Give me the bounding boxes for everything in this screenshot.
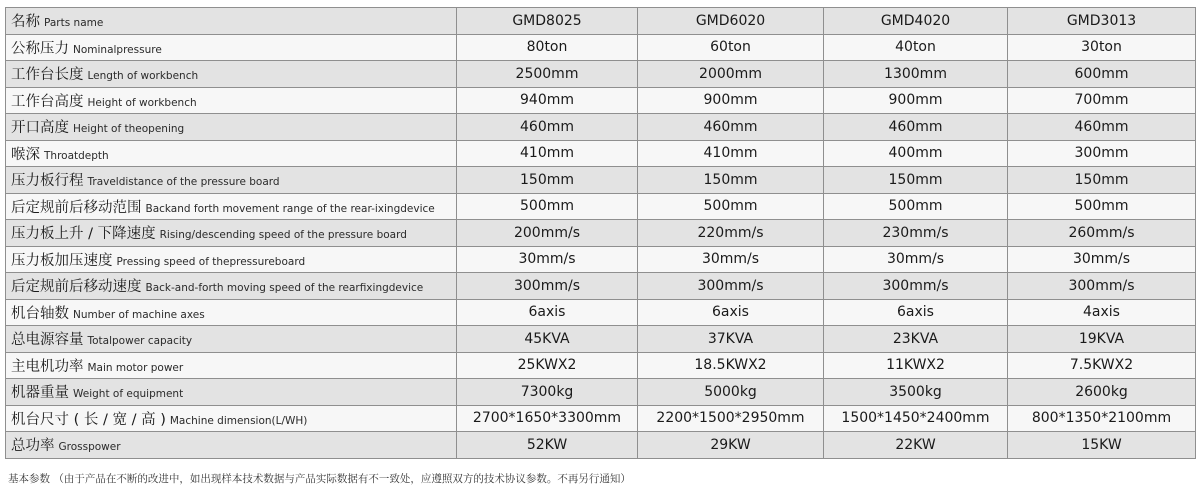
param-name-cell xyxy=(6,114,457,141)
table-row xyxy=(6,220,1196,247)
param-name-cn: 主电机功率 xyxy=(11,358,84,375)
footnote: 基本参数 （由于产品在不断的改进中，如出现样本技术数据与产品实际数据有不一致处，应遵照双方的技术协议参数。不再另行通知） xyxy=(8,473,631,485)
table-row xyxy=(6,193,1196,220)
param-name-cn: 工作台高度 xyxy=(11,93,84,110)
value-cell: 500mm xyxy=(1008,193,1196,220)
value-cell: 52KW xyxy=(457,432,638,459)
param-name-en: Nominalpressure xyxy=(73,43,162,56)
value-cell: 460mm xyxy=(638,114,824,141)
param-name-cell xyxy=(6,326,457,353)
value-cell: 18.5KWX2 xyxy=(638,352,824,379)
param-name-cn: 开口高度 xyxy=(11,120,69,137)
value-cell: 23KVA xyxy=(824,326,1008,353)
param-name-cn: 机台尺寸 ( 长 / 宽 / 高 ) xyxy=(11,411,166,428)
value-cell: 30mm/s xyxy=(638,246,824,273)
table-row xyxy=(6,87,1196,114)
value-cell: 460mm xyxy=(824,114,1008,141)
param-name-cn: 工作台长度 xyxy=(11,67,84,84)
param-name-cell xyxy=(6,352,457,379)
param-name-en: Pressing speed of thepressureboard xyxy=(116,255,306,268)
value-cell: 260mm/s xyxy=(1008,220,1196,247)
value-cell: 300mm/s xyxy=(638,273,824,300)
value-cell: 940mm xyxy=(457,87,638,114)
value-cell: 2600kg xyxy=(1008,379,1196,406)
table-row xyxy=(6,34,1196,61)
value-cell: 30mm/s xyxy=(457,246,638,273)
table-row xyxy=(6,246,1196,273)
value-cell: 150mm xyxy=(457,167,638,194)
value-cell: 29KW xyxy=(638,432,824,459)
param-name-en: Machine dimension(L/WH) xyxy=(169,414,308,427)
value-cell: 22KW xyxy=(824,432,1008,459)
value-cell: 80ton xyxy=(457,34,638,61)
param-name-en: Number of machine axes xyxy=(73,308,205,321)
table-row xyxy=(6,61,1196,88)
param-name-cn: 公称压力 xyxy=(11,40,69,57)
param-name-cn: 喉深 xyxy=(11,146,40,163)
value-cell: 230mm/s xyxy=(824,220,1008,247)
value-cell: 150mm xyxy=(638,167,824,194)
param-name-en: Height of theopening xyxy=(73,123,185,136)
value-cell: 2500mm xyxy=(457,61,638,88)
value-cell: 40ton xyxy=(824,34,1008,61)
param-name-cn: 总功率 xyxy=(11,438,55,455)
value-cell: 1300mm xyxy=(824,61,1008,88)
value-cell: 3500kg xyxy=(824,379,1008,406)
model-header-3: GMD3013 xyxy=(1008,8,1196,35)
param-name-en: Grosspower xyxy=(58,441,121,454)
value-cell: 6axis xyxy=(457,299,638,326)
value-cell: 300mm/s xyxy=(1008,273,1196,300)
param-name-cn: 压力板加压速度 xyxy=(11,252,113,269)
value-cell: 460mm xyxy=(457,114,638,141)
table-header-row xyxy=(6,8,1196,35)
param-name-cn: 压力板上升 / 下降速度 xyxy=(11,226,156,243)
param-name-cell xyxy=(6,167,457,194)
value-cell: 45KVA xyxy=(457,326,638,353)
param-name-cn: 压力板行程 xyxy=(11,173,84,190)
value-cell: 7.5KWX2 xyxy=(1008,352,1196,379)
param-name-cell xyxy=(6,405,457,432)
table-row xyxy=(6,326,1196,353)
param-name-cn: 机器重量 xyxy=(11,385,69,402)
param-name-en: Throatdepth xyxy=(44,149,109,162)
param-name-en: Height of workbench xyxy=(87,96,197,109)
param-name-cell xyxy=(6,273,457,300)
model-header-0: GMD8025 xyxy=(457,8,638,35)
param-name-cell xyxy=(6,379,457,406)
value-cell: 400mm xyxy=(824,140,1008,167)
value-cell: 37KVA xyxy=(638,326,824,353)
value-cell: 2200*1500*2950mm xyxy=(638,405,824,432)
param-name-cn: 后定规前后移动范围 xyxy=(11,199,142,216)
param-name-en: Backand forth movement range of the rear-ixingdevice xyxy=(145,202,435,215)
value-cell: 500mm xyxy=(457,193,638,220)
value-cell: 500mm xyxy=(824,193,1008,220)
model-header-2: GMD4020 xyxy=(824,8,1008,35)
param-name-en: Main motor power xyxy=(87,361,184,374)
param-name-en: Length of workbench xyxy=(87,70,199,83)
value-cell: 6axis xyxy=(638,299,824,326)
value-cell: 15KW xyxy=(1008,432,1196,459)
value-cell: 6axis xyxy=(824,299,1008,326)
value-cell: 5000kg xyxy=(638,379,824,406)
value-cell: 300mm xyxy=(1008,140,1196,167)
value-cell: 410mm xyxy=(638,140,824,167)
value-cell: 2700*1650*3300mm xyxy=(457,405,638,432)
param-name-cell xyxy=(6,87,457,114)
header-name-cn: 名称 xyxy=(11,14,40,31)
table-row xyxy=(6,114,1196,141)
value-cell: 7300kg xyxy=(457,379,638,406)
table-row xyxy=(6,140,1196,167)
param-name-cell xyxy=(6,299,457,326)
param-name-cell xyxy=(6,140,457,167)
value-cell: 410mm xyxy=(457,140,638,167)
param-name-cell xyxy=(6,432,457,459)
param-name-cell xyxy=(6,193,457,220)
value-cell: 60ton xyxy=(638,34,824,61)
param-name-cn: 总电源容量 xyxy=(11,332,84,349)
param-name-en: Traveldistance of the pressure board xyxy=(87,176,280,189)
value-cell: 300mm/s xyxy=(457,273,638,300)
value-cell: 220mm/s xyxy=(638,220,824,247)
table-row xyxy=(6,299,1196,326)
table-row xyxy=(6,405,1196,432)
header-name-cell xyxy=(6,8,457,35)
spec-table-body xyxy=(6,8,1196,459)
value-cell: 1500*1450*2400mm xyxy=(824,405,1008,432)
param-name-en: Back-and-forth moving speed of the rearfixingdevice xyxy=(145,282,424,295)
param-name-en: Rising/descending speed of the pressure board xyxy=(159,229,407,242)
value-cell: 2000mm xyxy=(638,61,824,88)
value-cell: 900mm xyxy=(824,87,1008,114)
param-name-cell xyxy=(6,34,457,61)
table-row xyxy=(6,273,1196,300)
table-row xyxy=(6,167,1196,194)
value-cell: 200mm/s xyxy=(457,220,638,247)
value-cell: 25KWX2 xyxy=(457,352,638,379)
value-cell: 460mm xyxy=(1008,114,1196,141)
value-cell: 11KWX2 xyxy=(824,352,1008,379)
param-name-cn: 机台轴数 xyxy=(11,305,69,322)
spec-table xyxy=(5,7,1196,459)
header-name-en: Parts name xyxy=(44,17,104,30)
param-name-cell xyxy=(6,61,457,88)
value-cell: 30mm/s xyxy=(1008,246,1196,273)
value-cell: 150mm xyxy=(824,167,1008,194)
table-row xyxy=(6,379,1196,406)
table-row xyxy=(6,352,1196,379)
value-cell: 600mm xyxy=(1008,61,1196,88)
value-cell: 800*1350*2100mm xyxy=(1008,405,1196,432)
value-cell: 30mm/s xyxy=(824,246,1008,273)
value-cell: 30ton xyxy=(1008,34,1196,61)
param-name-en: Weight of equipment xyxy=(73,388,184,401)
value-cell: 900mm xyxy=(638,87,824,114)
param-name-cell xyxy=(6,220,457,247)
param-name-cell xyxy=(6,246,457,273)
value-cell: 19KVA xyxy=(1008,326,1196,353)
model-header-1: GMD6020 xyxy=(638,8,824,35)
value-cell: 700mm xyxy=(1008,87,1196,114)
param-name-cn: 后定规前后移动速度 xyxy=(11,279,142,296)
value-cell: 150mm xyxy=(1008,167,1196,194)
value-cell: 4axis xyxy=(1008,299,1196,326)
param-name-en: Totalpower capacity xyxy=(87,335,193,348)
table-row xyxy=(6,432,1196,459)
value-cell: 300mm/s xyxy=(824,273,1008,300)
value-cell: 500mm xyxy=(638,193,824,220)
